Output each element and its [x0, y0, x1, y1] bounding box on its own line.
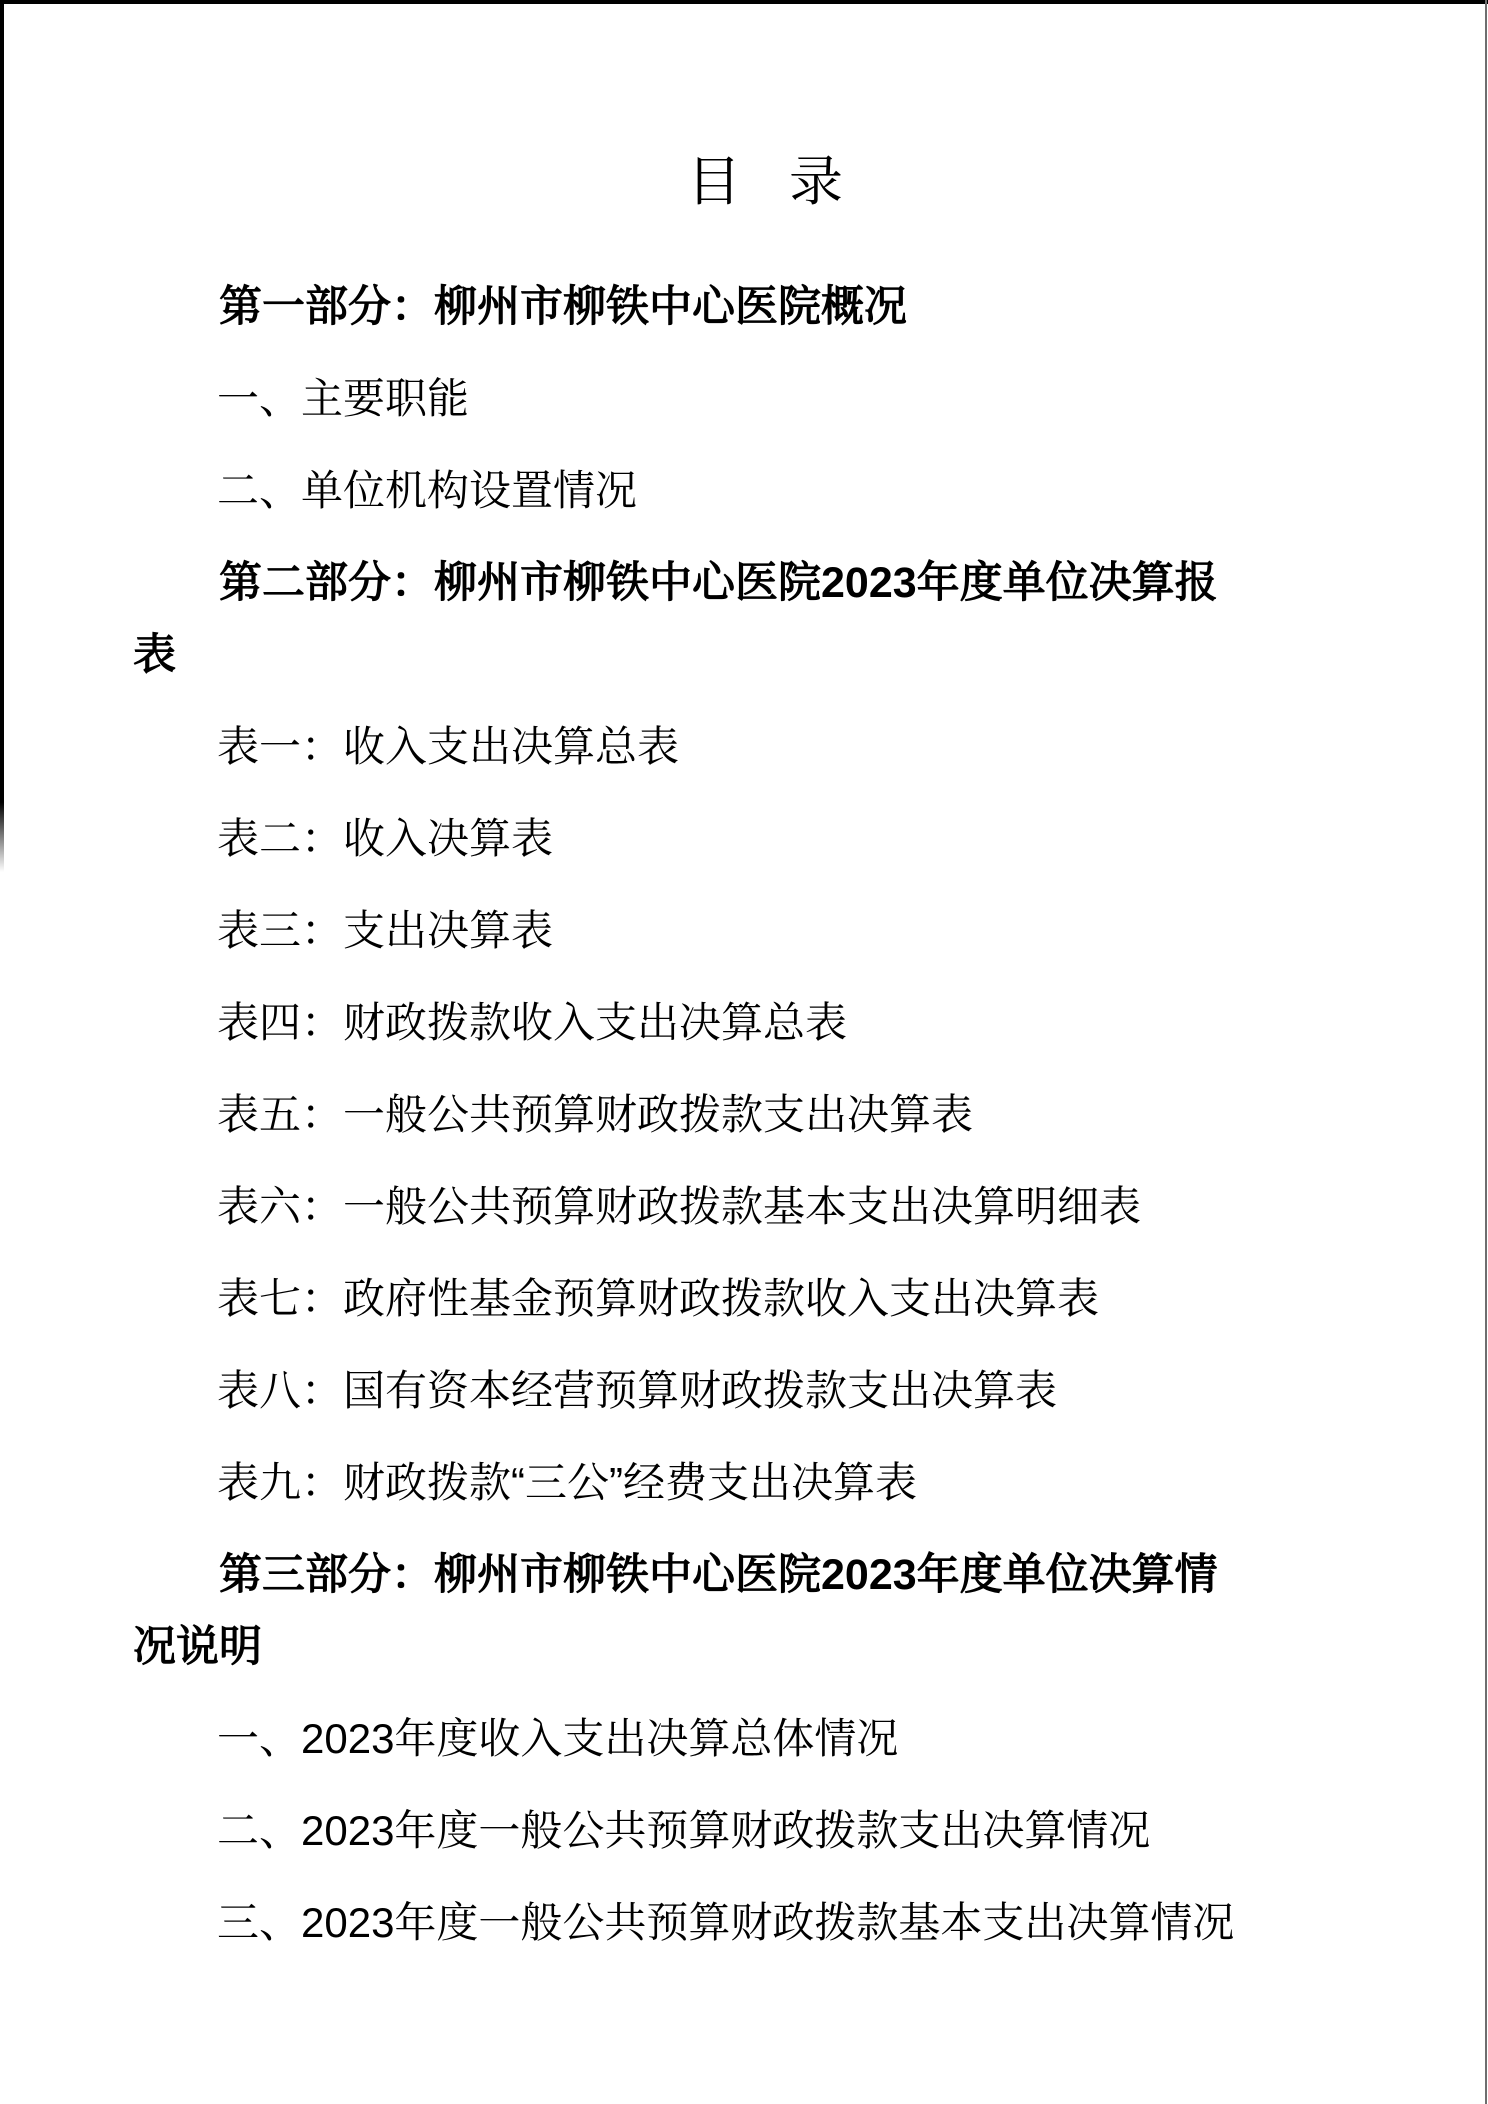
toc-entry-item: [133, 1887, 1403, 1959]
toc-entry-heading: [133, 547, 1403, 691]
toc-entry-item: [133, 1263, 1403, 1335]
toc-entry-line: 况说明: [133, 1623, 262, 1671]
toc-entry-item: [133, 1171, 1403, 1243]
toc-entry-line: 第三部分：柳州市柳铁中心医院2023年度单位决算情: [219, 1551, 1218, 1599]
toc-entry-item: [133, 987, 1403, 1059]
page-title: 目 录: [686, 152, 849, 212]
toc-entry-line: 表六：一般公共预算财政拨款基本支出决算明细表: [217, 1183, 1142, 1230]
toc-entry-line: 表九：财政拨款“三公”经费支出决算表: [217, 1459, 917, 1506]
table-of-contents: [133, 271, 1403, 1959]
toc-entry-item: [133, 1079, 1403, 1151]
toc-entry-heading: [133, 1539, 1403, 1683]
toc-entry-line: 表八：国有资本经营预算财政拨款支出决算表: [217, 1367, 1058, 1414]
toc-entry-item: [133, 1355, 1403, 1427]
toc-entry-line: 表一：收入支出决算总表: [217, 723, 680, 770]
toc-entry-item: [133, 455, 1403, 527]
toc-entry-line: 第一部分：柳州市柳铁中心医院概况: [219, 283, 907, 331]
toc-entry-line: 表五：一般公共预算财政拨款支出决算表: [217, 1091, 974, 1138]
toc-entry-item: [133, 803, 1403, 875]
toc-entry-line: 二、单位机构设置情况: [217, 467, 638, 514]
toc-entry-line: 第二部分：柳州市柳铁中心医院2023年度单位决算报: [219, 559, 1218, 607]
toc-entry-line: 表七：政府性基金预算财政拨款收入支出决算表: [217, 1275, 1100, 1322]
toc-entry-heading: [133, 271, 1403, 343]
toc-entry-line: 二、2023年度一般公共预算财政拨款支出决算情况: [217, 1807, 1151, 1854]
toc-entry-item: [133, 711, 1403, 783]
toc-entry-item: [133, 1703, 1403, 1775]
toc-entry-item: [133, 1795, 1403, 1867]
toc-entry-line: 表: [133, 631, 176, 679]
toc-entry-item: [133, 363, 1403, 435]
toc-entry-line: 表四：财政拨款收入支出决算总表: [217, 999, 848, 1046]
toc-entry-line: 表二：收入决算表: [217, 815, 554, 862]
toc-entry-line: 三、2023年度一般公共预算财政拨款基本支出决算情况: [217, 1899, 1235, 1946]
scan-edge-right: [1485, 0, 1487, 2104]
toc-entry-item: [133, 1447, 1403, 1519]
toc-entry-item: [133, 895, 1403, 967]
toc-entry-line: 一、主要职能: [217, 375, 470, 422]
toc-entry-line: 表三：支出决算表: [217, 907, 554, 954]
scan-edge-left: [0, 0, 4, 872]
toc-entry-line: 一、2023年度收入支出决算总体情况: [217, 1715, 899, 1762]
page-content: [133, 0, 1403, 1959]
